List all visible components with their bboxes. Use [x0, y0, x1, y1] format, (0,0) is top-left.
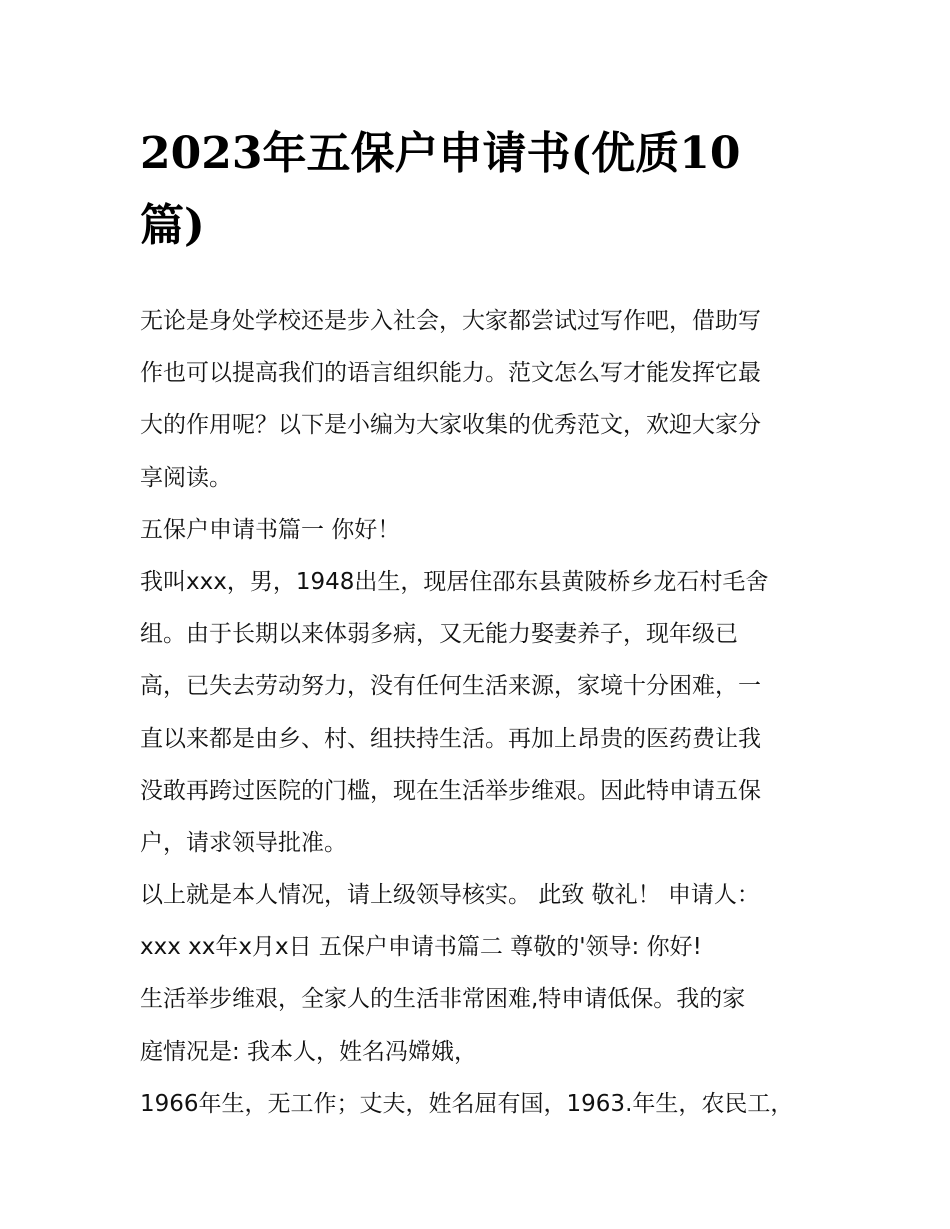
document-page — [140, 118, 812, 1130]
body-line: 高，已失去劳动努力，没有任何生活来源，家境十分困难，一 — [140, 673, 761, 700]
body-line: 组。由于长期以来体弱多病，又无能力娶妻养子，现年级已 — [140, 621, 738, 648]
body-line: 作也可以提高我们的语言组织能力。范文怎么写才能发挥它最 — [140, 360, 761, 387]
body-line: xxx xx年x月x日 五保户申请书篇二 尊敬的'领导: 你好! — [140, 934, 702, 961]
title-line: 篇) — [140, 200, 205, 251]
body-line: 享阅读。 — [140, 464, 232, 491]
body-line: 无论是身处学校还是步入社会，大家都尝试过写作吧，借助写 — [140, 308, 761, 334]
body-line: 庭情况是: 我本人，姓名冯嫦娥， — [140, 1038, 478, 1065]
section-heading: 五保户申请书篇一 你好！ — [140, 516, 401, 543]
body-line: 没敢再跨过医院的门槛，现在生活举步维艰。因此特申请五保 — [140, 777, 761, 804]
body-line: 1966年生，无工作；丈夫，姓名屈有国，1963.年生，农民工， — [140, 1090, 794, 1117]
body-line: 户，请求领导批准。 — [140, 829, 347, 856]
title-line: 2023年五保户申请书(优质10 — [140, 128, 741, 179]
body-line: 我叫xxx，男，1948出生，现居住邵东县黄陂桥乡龙石村毛舍 — [140, 568, 769, 595]
body-line: 生活举步维艰，全家人的生活非常困难,特申请低保。我的家 — [140, 986, 746, 1013]
body-line: 以上就是本人情况，请上级领导核实。 此致 敬礼！ 申请人： — [140, 882, 760, 909]
body-line: 直以来都是由乡、村、组扶持生活。再加上昂贵的医药费让我 — [140, 725, 761, 752]
body-line: 大的作用呢？以下是小编为大家收集的优秀范文，欢迎大家分 — [140, 412, 761, 439]
document-body — [140, 295, 812, 1130]
document-title — [140, 118, 812, 262]
